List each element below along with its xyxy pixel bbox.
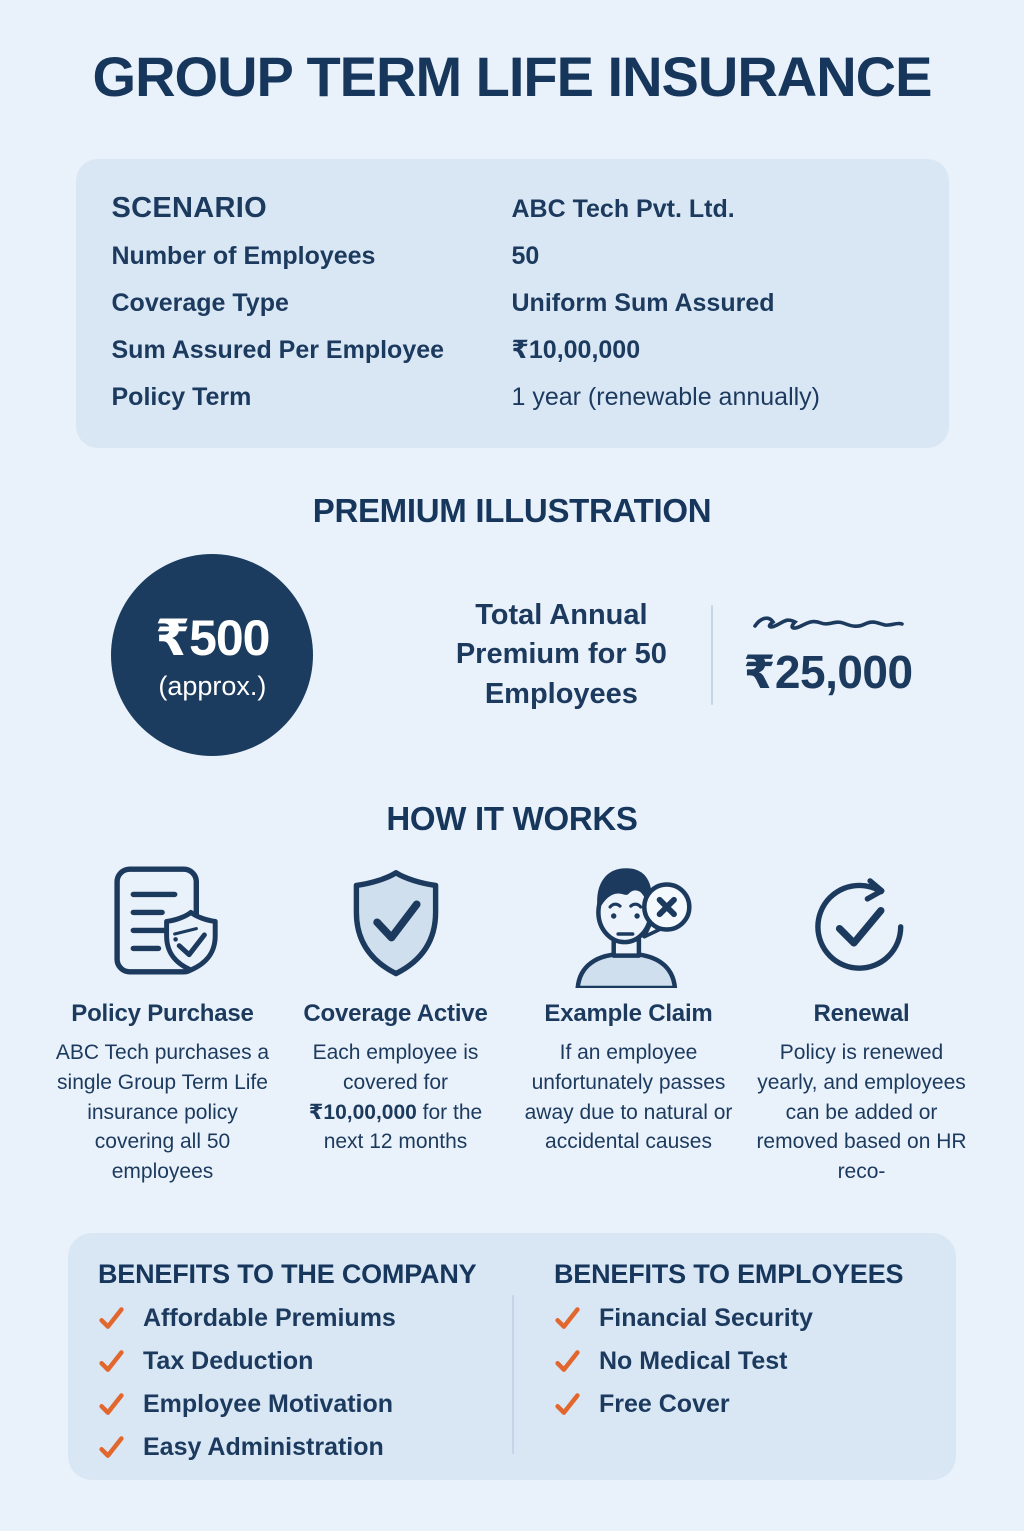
step-description-amount: ₹10,00,000 [308,1100,417,1124]
step-title: Policy Purchase [71,1000,254,1027]
premium-section-heading: PREMIUM ILLUSTRATION [312,492,712,529]
step-description: If an employee unfortunately passes away due to natural or accidental causes [524,1041,733,1154]
benefit-label: Free Cover [599,1390,730,1419]
premium-badge-amount: ₹500 [155,609,270,666]
check-icon [98,1434,125,1461]
vertical-divider [711,605,713,705]
scenario-panel [76,159,949,448]
how-it-works-heading: HOW IT WORKS [386,800,638,837]
step-policy-purchase [52,862,273,1187]
scenario-row-value: ₹10,00,000 [511,336,641,364]
benefits-company-list [98,1303,512,1462]
benefit-label: No Medical Test [599,1347,788,1376]
scenario-heading: SCENARIO [111,192,267,224]
infographic-page [0,44,1024,1531]
benefits-company-column [68,1259,512,1462]
policy-document-icon [52,862,273,988]
benefit-item [554,1346,956,1376]
step-title: Coverage Active [303,1000,488,1027]
scenario-row-label: Number of Employees [111,242,376,270]
benefit-item [98,1432,512,1462]
premium-total-label: Total Annual Premium for 50 Employees [455,599,667,710]
benefit-item [554,1303,956,1333]
step-example-claim [518,862,739,1187]
scribble-underline-icon [749,611,907,637]
scenario-row-label: Coverage Type [111,289,289,317]
step-renewal [751,862,972,1187]
check-icon [98,1391,125,1418]
benefits-employees-list [554,1303,956,1419]
premium-total-amount: ₹25,000 [743,646,913,698]
check-icon [554,1348,581,1375]
claim-person-icon [518,862,739,988]
benefit-label: Affordable Premiums [143,1304,396,1333]
scenario-row-label: Sum Assured Per Employee [111,336,445,364]
benefits-employees-column [512,1259,956,1462]
check-icon [98,1305,125,1332]
step-title: Example Claim [544,1000,713,1027]
step-description: Policy is renewed yearly, and employees can be added or removed based on HR reco- [756,1041,967,1184]
premium-total-amount-block [743,611,912,699]
scenario-row-value: Uniform Sum Assured [511,289,775,317]
check-icon [98,1348,125,1375]
check-icon [554,1391,581,1418]
benefits-employees-heading: BENEFITS TO EMPLOYEES [554,1259,904,1290]
scenario-row-label: Policy Term [111,383,252,411]
premium-badge-note: (approx.) [158,670,267,701]
step-coverage-active [285,862,506,1187]
renewal-cycle-icon [751,862,972,988]
vertical-divider [512,1295,514,1454]
scenario-company: ABC Tech Pvt. Ltd. [511,195,735,223]
scenario-row-value: 50 [511,242,540,270]
page-title: GROUP TERM LIFE INSURANCE [92,45,932,108]
premium-illustration [0,554,1024,756]
scenario-row-value: 1 year (renewable annually) [511,383,821,411]
benefit-label: Financial Security [599,1304,813,1333]
benefits-company-heading: BENEFITS TO THE COMPANY [98,1259,477,1290]
benefits-panel [68,1233,956,1480]
premium-per-employee-badge [111,554,313,756]
check-icon [554,1305,581,1332]
benefit-item [98,1346,512,1376]
benefit-label: Tax Deduction [143,1347,314,1376]
step-description: Each employee is covered for ₹10,00,000 for the next 12 months [308,1041,483,1154]
how-it-works-steps [52,862,972,1187]
benefit-item [98,1389,512,1419]
scenario-table [112,191,913,414]
step-title: Renewal [813,1000,910,1027]
shield-check-icon [285,862,506,988]
benefit-label: Easy Administration [143,1433,384,1462]
benefit-item [554,1389,956,1419]
benefit-item [98,1303,512,1333]
step-description: ABC Tech purchases a single Group Term Life insurance policy covering all 50 employees [55,1041,270,1184]
benefit-label: Employee Motivation [143,1390,394,1419]
